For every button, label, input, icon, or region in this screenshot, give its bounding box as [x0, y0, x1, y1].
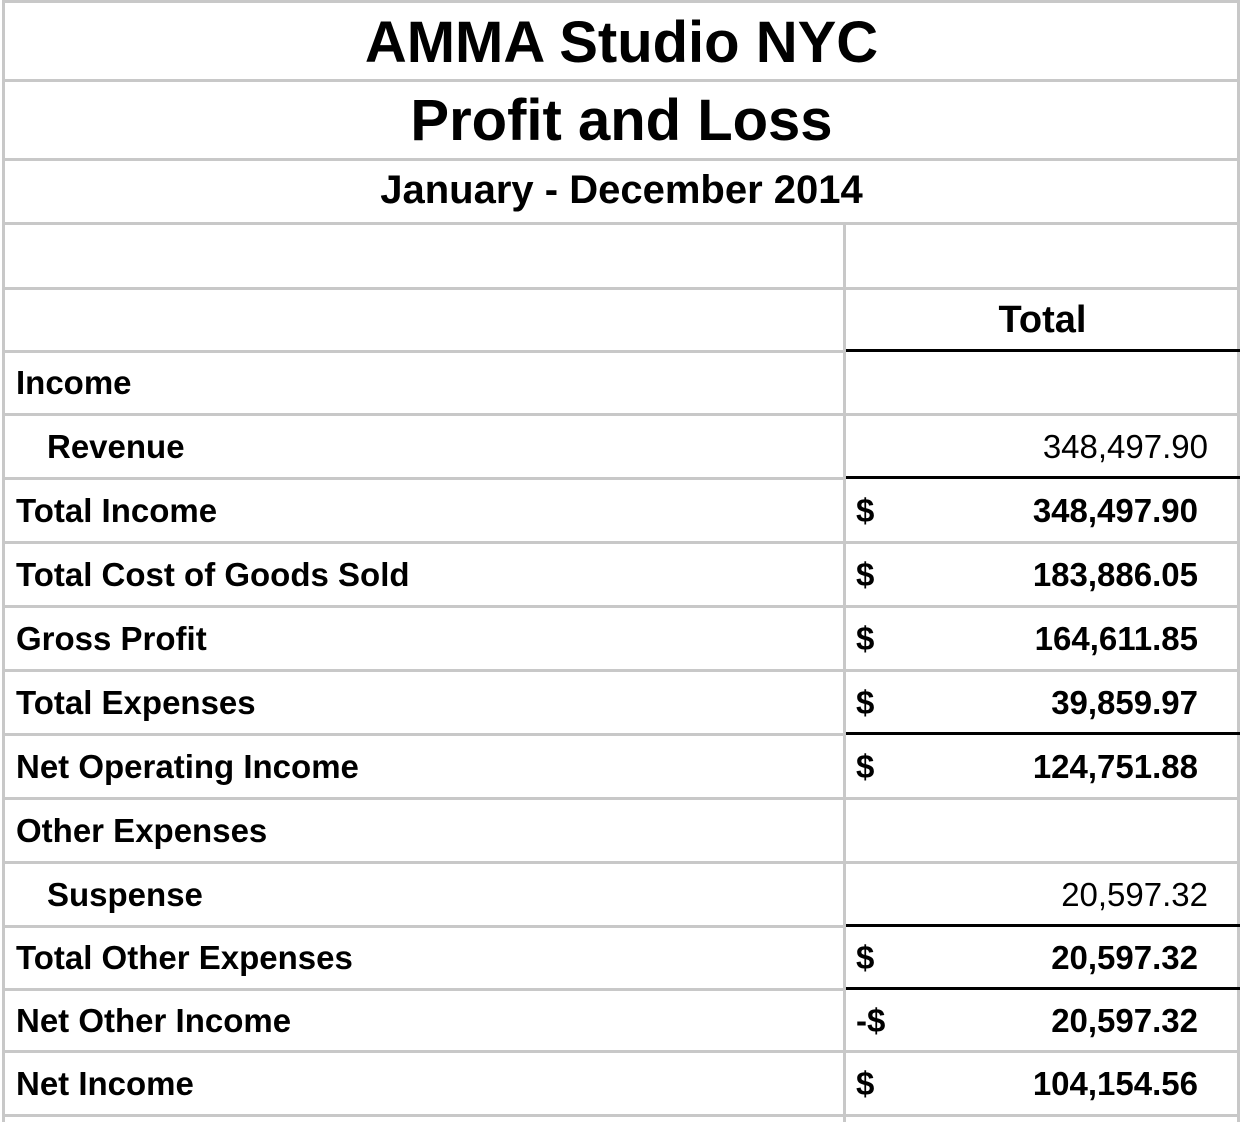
row-currency: -$: [856, 1001, 886, 1039]
row-label: Net Other Income: [16, 1001, 292, 1039]
table-row: [0, 416, 1240, 477]
company-name: AMMA Studio NYC: [364, 10, 879, 75]
table-row: [0, 1053, 1240, 1114]
row-currency: $: [856, 555, 875, 593]
row-label: Other Expenses: [16, 811, 268, 849]
row-amount: 39,859.97: [1051, 683, 1198, 721]
row-amount: 104,154.56: [1032, 1064, 1198, 1102]
row-currency: $: [856, 1064, 875, 1102]
row-label: Income: [16, 364, 132, 401]
row-label: Total Expenses: [16, 683, 256, 721]
report-title: Profit and Loss: [410, 88, 833, 153]
row-currency: $: [856, 491, 875, 529]
grid-line: [3, 222, 1240, 225]
grid-line: [3, 0, 1240, 3]
table-row: [0, 480, 1240, 541]
row-label: Gross Profit: [16, 619, 207, 657]
row-currency: $: [856, 683, 875, 721]
total-column-header: Total: [998, 299, 1087, 341]
grid-line: [3, 287, 1240, 290]
row-amount: 20,597.32: [1051, 939, 1198, 976]
table-row: [0, 353, 1240, 413]
grid-line: [3, 158, 1240, 161]
row-currency: $: [856, 619, 875, 657]
column-underline: [846, 349, 1240, 352]
row-amount: 124,751.88: [1032, 747, 1198, 785]
row-label: Total Cost of Goods Sold: [16, 555, 410, 593]
row-amount: 20,597.32: [1051, 1001, 1198, 1039]
table-row: [0, 736, 1240, 797]
table-row: [0, 800, 1240, 861]
row-label: Net Income: [16, 1064, 194, 1102]
row-amount: 164,611.85: [1034, 619, 1198, 657]
row-amount: 348,497.90: [1042, 427, 1208, 465]
table-row: [0, 672, 1240, 733]
row-amount: 348,497.90: [1032, 491, 1198, 529]
report-period: January - December 2014: [380, 168, 863, 212]
row-currency: $: [856, 747, 875, 785]
row-amount: 20,597.32: [1061, 875, 1208, 913]
row-label: Total Income: [16, 491, 218, 529]
row-amount: 183,886.05: [1032, 555, 1198, 593]
table-row: [0, 608, 1240, 669]
table-row: [0, 991, 1240, 1050]
row-label: Suspense: [47, 875, 203, 913]
table-row: [0, 544, 1240, 605]
row-currency: $: [856, 939, 875, 976]
row-label: Total Other Expenses: [16, 939, 353, 976]
row-label: Revenue: [47, 427, 185, 465]
table-row: [0, 864, 1240, 925]
row-label: Net Operating Income: [16, 747, 359, 785]
grid-line: [3, 1114, 1240, 1117]
table-row: [0, 928, 1240, 988]
